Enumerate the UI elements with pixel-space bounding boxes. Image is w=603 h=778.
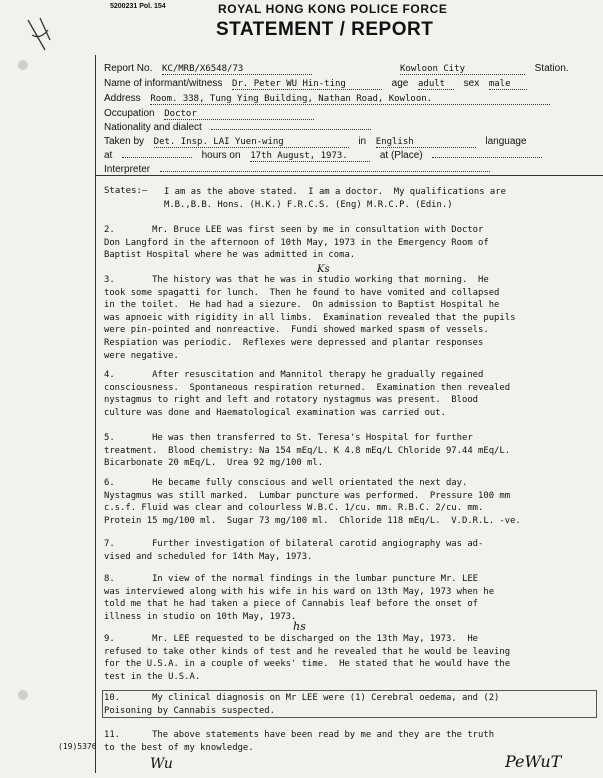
punch-hole [18,60,28,70]
name-value: Dr. Peter WU Hin-ting [232,79,382,90]
handwritten-initial: hs [293,620,306,633]
occupation-label: Occupation [104,108,155,119]
occupation-value: Doctor [164,109,314,120]
sex-label: sex [463,78,480,89]
punch-hole [18,690,28,700]
report-no-value: KC/MRB/X6548/73 [162,64,312,75]
paragraph-10: 10. My clinical diagnosis on Mr LEE were (1) Cerebral oedema, and (2) Poisoning by Cannabis suspected. [104,693,500,716]
in-label: in [358,136,367,147]
interpreter-blank [160,161,490,172]
form-number: 5200231 Pol. 154 [110,3,166,10]
hours-on-label: hours on [201,150,241,161]
station-label: Station. [534,63,569,74]
paragraph-3: 3. The history was that he was in studio working that morning. He took some spagatti for lunch. Then he found to have vomited and collapsed in the toilet. He had had a siezure. On admission to Baptist Hospital he was apnoeic with rigidity in all limbs. Examination revealed that the pupils were pin-pointed and nonreactive. Fundi showed marked spasm of vessels. Respiation was periodic. Reflexes were depressed and plantar responses were negative. [104,275,516,361]
date-value: 17th August, 1973. [250,151,370,162]
margin-stamp: (19)5376 [58,742,97,751]
paragraph-11: 11. The above statements have been read by me and they are the truth to the best of my knowledge. [104,730,495,753]
at-label: at [104,150,113,161]
signature-initial: Wu [150,756,173,772]
paragraph-2: 2. Mr. Bruce LEE was first seen by me in consultation with Doctor Don Langford in the afternoon of 10th May, 1973 in the Emergency Room of Baptist Hospital where he was admitted in coma. [104,225,489,261]
taken-by-value: Det. Insp. LAI Yuen-wing [154,137,349,148]
signature: PeWuT [505,752,562,771]
paragraph-1: I am as the above stated. I am a doctor. My qualifications are M.B.,B.B. Hons. (H.K.) F.R.C.S. (Eng) M.R.C.P. (Edin.) [164,187,506,210]
sex-value: male [489,79,527,90]
paragraph-9: 9. Mr. LEE requested to be discharged on the 13th May, 1973. He refused to take other kinds of test and he revealed that he would be leaving for the U.S.A. in a couple of weeks' time. He stated that he would have the test in the U.S.A. [104,634,511,682]
address-value: Room. 338, Tung Ying Building, Nathan Road, Kowloon. [150,94,550,105]
paragraph-6: 6. He became fully conscious and well orientated the next day. Nystagmus was still marked. Lumbar puncture was performed. Pressure 100 mm c.s.f. Fluid was clear and colourless W.B.C. 1/cu. mm. R.B.C. 2/cu. mm. Protein 15 mg/100 ml. Sugar 73 mg/100 ml. Chloride 118 mEq/L. V.D.R.L. -ve. [104,478,521,526]
language-label: language [485,136,527,147]
handwritten-initial: Ks [317,264,330,275]
address-label: Address [104,93,141,104]
place-label: at (Place) [379,150,423,161]
interpreter-label: Interpreter [104,164,151,175]
age-label: age [391,78,409,89]
paragraph-8: 8. In view of the normal findings in the lumbar puncture Mr. LEE was interviewed along with his wife in his ward on 13th May, 1973 when he told me that he had taken a piece of Cannabis leaf before the onset of illness in studio on 10th May, 1973. [104,574,495,622]
margin-rule [95,55,96,773]
states-label: States:— [104,186,148,196]
nationality-label: Nationality and dialect [104,122,202,133]
station-value: Kowloon City [400,64,525,75]
age-value: adult [418,79,454,90]
paragraph-4: 4. After resuscitation and Mannitol therapy he gradually regained consciousness. Spontaneous respiration returned. Examination then revealed nystagmus to right and left and rotatory nystagmus was present. Blood culture was done and Haematological examination was carried out. [104,370,511,418]
report-no-label: Report No. [104,63,153,74]
corner-scribble [20,10,60,60]
paragraph-7: 7. Further investigation of bilateral carotid angiography was ad- vised and scheduled for 14th May, 1973. [104,539,484,562]
paragraph-5: 5. He was then transferred to St. Teresa's Hospital for further treatment. Blood chemistry: Na 154 mEq/L. K 4.8 mEq/L Chloride 97.44 mEq/L. Bicarbonate 20 mEq/L. Urea 92 mg/100 ml. [104,433,511,469]
page-title: STATEMENT / REPORT [216,19,434,40]
interpreter-row [104,157,490,176]
language-value: English [376,137,476,148]
name-label: Name of informant/witness [104,78,223,89]
agency-name: ROYAL HONG KONG POLICE FORCE [218,2,448,16]
taken-by-label: Taken by [104,136,145,147]
